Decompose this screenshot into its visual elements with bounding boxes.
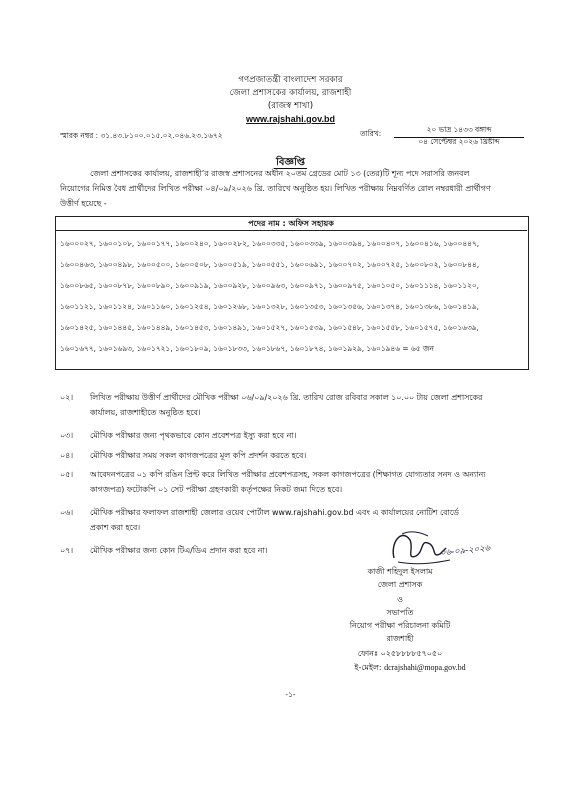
page-number: -১-	[285, 690, 296, 699]
item-06-cont: প্রকাশ করা হবে।	[90, 523, 141, 532]
email-label: ই-মেইল:	[354, 663, 382, 672]
date-english: ০৪ সেপ্টেম্বর ২০২৬ খ্রিষ্টাব্দ	[418, 137, 500, 146]
signer-and: ও	[397, 595, 403, 604]
item-number: ০৫।	[60, 470, 74, 479]
roll-row: ১৬০০০২৭, ১৬০০১০৮, ১৬০০১৭৭, ১৬০০২৪০, ১৬০০২৮২, ১৬০০৩৩৫, ১৬০০৩৩৯, ১৬০০৩৯৪, ১৬০০৪০৭, ১৬০০৪১৬, ১৬০০৪৪৭,	[60, 239, 480, 248]
roll-row: ১৬০১১২১, ১৬০১১২৪, ১৬০১১৬০, ১৬০১২৫৪, ১৬০১২৬৮, ১৬০১৩২৮, ১৬০১৩৫৩, ১৬০১৩৫৬, ১৬০১৩৭৪, ১৬০১৩৮৬, ১৬০১৪১৯,	[60, 302, 479, 311]
item-number: ০২।	[60, 393, 74, 402]
date-bangla: ২০ ভাদ্র ১৪৩৩ বঙ্গাব্দ	[394, 125, 524, 138]
item-number: ০৩।	[60, 431, 74, 440]
item-text: মৌখিক পরীক্ষার জন্য পৃথকভাবে কোন প্রবেশপত্র ইস্যু করা হবে না।	[90, 431, 297, 440]
signer-designation: জেলা প্রশাসক	[377, 580, 423, 589]
roll-row: ১৬০০৮৬৫, ১৬০০৮৭৮, ১৬০০৮৯০, ১৬০০৯১৯, ১৬০০৯২৮, ১৬০০৯৬৩, ১৬০০৯৭১, ১৬০০৯৭৫, ১৬০১০৫০, ১৬০১১১৪, ১৬০১১২০,	[60, 281, 480, 290]
item-text: লিখিত পরীক্ষায় উত্তীর্ণ প্রার্থীদের মৌখিক পরীক্ষা ০৬/০৯/২০২৬ খ্রি. তারিখ রোজ রবিবার সকাল ১০.০০ টায় জেলা প্রশাসকের	[90, 393, 483, 402]
item-text: আবেদনপত্রের ০১ কপি রঙিন প্রিন্ট করে লিখিত পরীক্ষার প্রবেশপত্রসহ, সকল কাগজপত্রের (শিক্ষাগত যোগ্যতার সনদ ও অন্যান্য	[90, 470, 486, 479]
item-text: মৌখিক পরীক্ষার সময় সকল কাগজপত্রের মূল কপি প্রদর্শন করতে হবে।	[90, 451, 307, 460]
gov-name: গণপ্রজাতন্ত্রী বাংলাদেশ সরকার	[238, 75, 343, 85]
section-name: (রাজস্ব শাখা)	[267, 101, 314, 111]
item-text: মৌখিক পরীক্ষার ফলাফল রাজশাহী জেলার ওয়েব পোর্টাল www.rajshahi.gov.bd এবং এ কার্যালয়ের নোটিশ বোর্ডে	[90, 508, 459, 517]
signer-role: সভাপতি	[386, 608, 414, 617]
post-heading: পদের নাম : অফিস সহায়ক	[248, 219, 334, 228]
signer-name: কাজী শহিদুল ইসলাম	[367, 567, 433, 576]
notice-title: বিজ্ঞপ্তি	[275, 157, 306, 168]
item-number: ০৪।	[60, 451, 74, 460]
website-link[interactable]: www.rajshahi.gov.bd	[245, 114, 335, 124]
signer-committee: নিয়োগ পরীক্ষা পরিচালনা কমিটি	[349, 621, 451, 630]
memo-number: স্মারক নম্বর : ৩১.৪৩.৮১০০.০১৫.০২.০৪৬.২৩.১৬৭২	[60, 131, 223, 140]
signer-phone: ফোনঃ ০২৫৮৮৮৮৫৭০৫০	[357, 649, 443, 658]
handwritten-date: ০৬-০৯-২০২৬	[439, 543, 491, 559]
item-03	[0, 428, 581, 443]
signer-email-line	[300, 662, 520, 675]
item-05	[0, 467, 581, 482]
roll-row: ১৬০১৪২৫, ১৬০১৪৪৫, ১৬০১৪৪৯, ১৬০১৪৫৩, ১৬০১৪৯১, ১৬০১৫২৭, ১৬০১৫৩৯, ১৬০১৫৪৮, ১৬০১৫৫৮, ১৬০১৫৭৫, ১৬০১৬৩৯,	[60, 323, 479, 332]
item-number: ০৭।	[60, 546, 74, 555]
email-link[interactable]: dcrajshahi@mopa.gov.bd	[384, 663, 466, 672]
item-text: মৌখিক পরীক্ষার জন্য কোন টিএ/ডিএ প্রদান করা হবে না।	[90, 546, 268, 555]
item-02	[0, 390, 581, 405]
item-06	[0, 505, 581, 520]
item-number: ০৬।	[60, 508, 74, 517]
intro-line-1: জেলা প্রশাসকের কার্যালয়, রাজশাহী’র রাজস্ব প্রশাসনের অধীন ২০তম গ্রেডের মোট ১৩ (তের)টি শূন্য পদে সরাসরি জনবল	[90, 169, 470, 178]
roll-row: ১৬০১৬৭৭, ১৬০১৬৯৩, ১৬০১৭২১, ১৬০১৮০৯, ১৬০১৮৩৩, ১৬০১৮৬৭, ১৬০১৮৭৪, ১৬০১৯২৯, ১৬০১৯৪৬ = ৬৫ জন	[60, 344, 434, 353]
roll-row: ১৬০০৪৬৩, ১৬০০৪৯৮, ১৬০০৫০০, ১৬০০৫০৮, ১৬০০৫১৯, ১৬০০৫৫১, ১৬০০৬৯১, ১৬০০৭০২, ১৬০০৭২৫, ১৬০০৮০২, ১৬০০৮৪৪,	[60, 260, 480, 269]
intro-line-3: উত্তীর্ণ হয়েছে -	[60, 199, 107, 208]
item-04	[0, 448, 581, 463]
item-05-cont: কাগজপত্র) ফটোকপি ০১ সেট পরীক্ষা গ্রহণকারী কর্তৃপক্ষের নিকট জমা দিতে হবে।	[90, 485, 343, 494]
intro-line-2: নিয়োগের নিমিত্ত বৈধ প্রার্থীদের লিখিত পরীক্ষা ০৪/০৯/২০২৬ খ্রি. তারিখে অনুষ্ঠিত হয়। লিখিত পরীক্ষায় নিম্নবর্ণিত রোল নম্বরধারী প্রার্থীগণ	[60, 184, 491, 193]
item-02-cont: কার্যালয়, রাজশাহীতে অনুষ্ঠিত হবে।	[90, 408, 201, 417]
office-name: জেলা প্রশাসকের কার্যালয়, রাজশাহী	[229, 88, 352, 98]
date-label: তারিখ:	[360, 129, 382, 138]
signer-location: রাজশাহী	[386, 634, 414, 643]
